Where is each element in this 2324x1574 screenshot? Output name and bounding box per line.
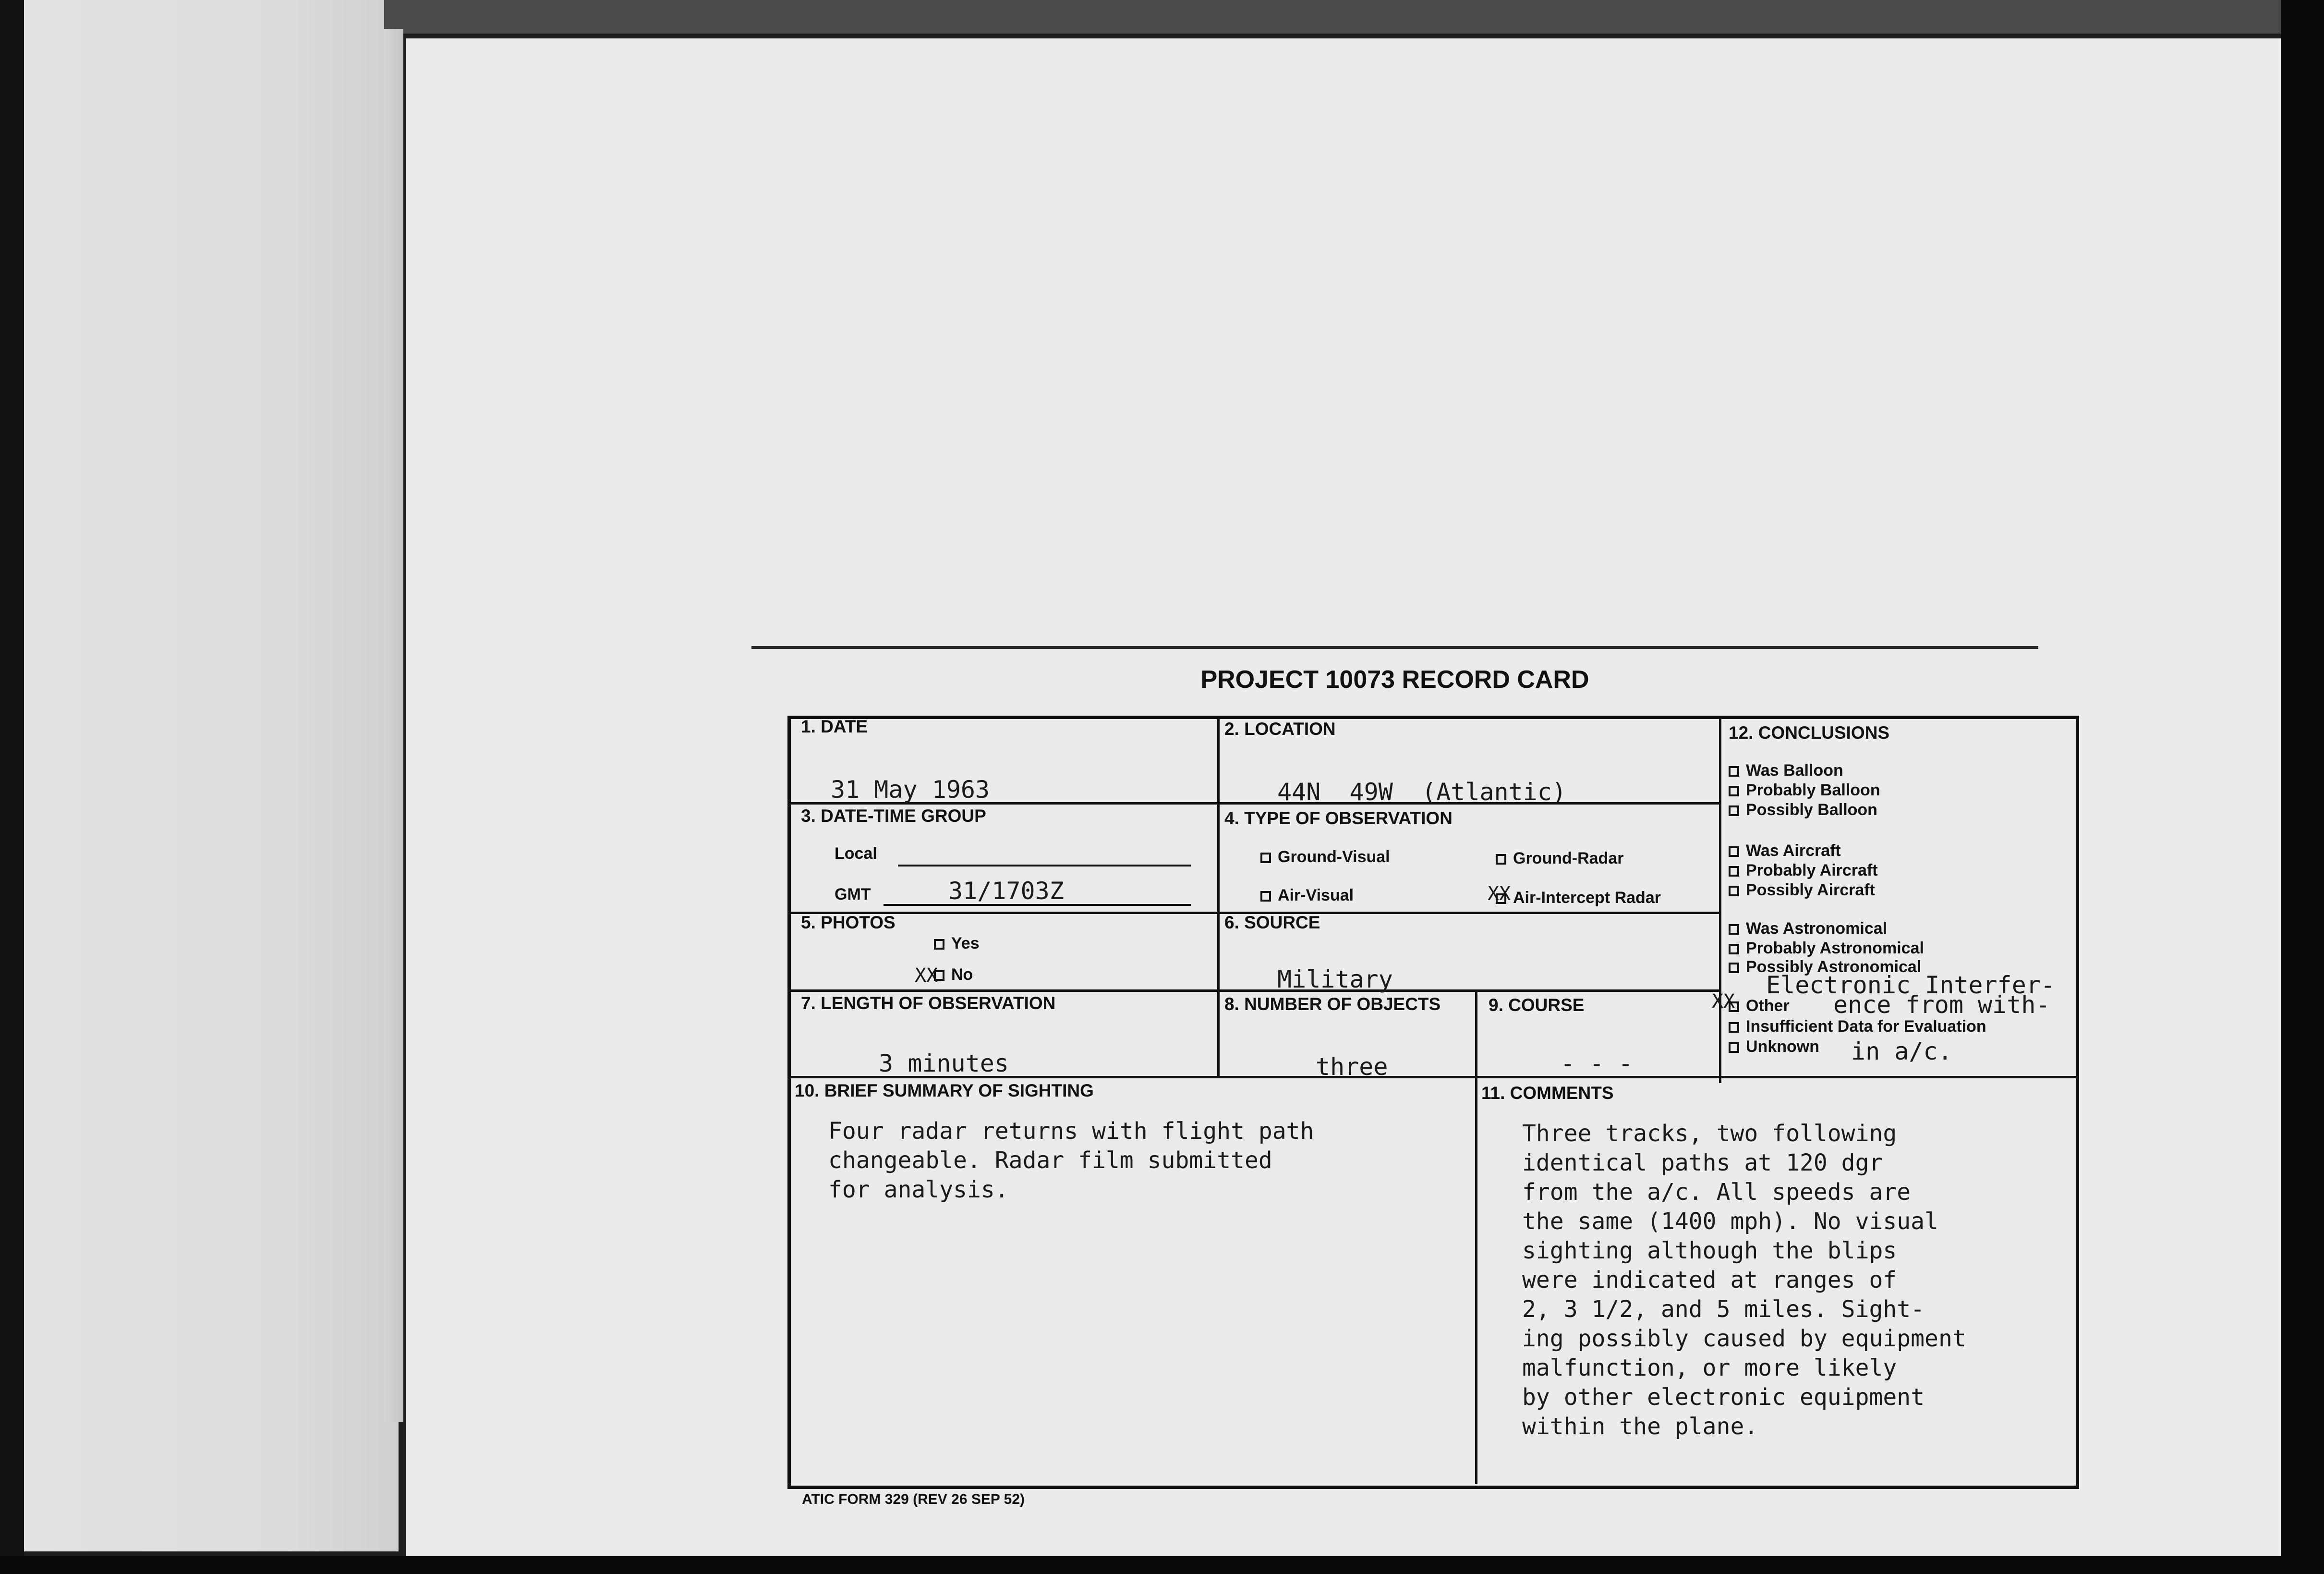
conclusion-probably-balloon[interactable]: Probably Balloon <box>1729 781 1880 800</box>
checkbox-icon <box>934 939 944 950</box>
checkbox-icon <box>1496 854 1506 865</box>
course-label: 9. COURSE <box>1489 995 1585 1015</box>
comments-label: 11. COMMENTS <box>1481 1083 1614 1103</box>
checkbox-icon <box>1729 1001 1739 1012</box>
checkbox-icon <box>1729 944 1739 954</box>
source-label: 6. SOURCE <box>1224 913 1320 932</box>
divider <box>790 989 1721 992</box>
gmt-label: GMT <box>835 885 871 903</box>
divider <box>1217 718 1220 1076</box>
film-edge-bottom <box>0 1556 2324 1574</box>
conclusion-unknown[interactable]: Unknown <box>1729 1037 1819 1056</box>
conclusion-possibly-balloon[interactable]: Possibly Balloon <box>1729 801 1877 819</box>
photos-label: 5. PHOTOS <box>801 913 896 932</box>
checkbox-icon <box>1729 866 1739 877</box>
page-shadow <box>384 29 403 1422</box>
film-edge-top <box>384 0 2305 34</box>
date-value: 31 May 1963 <box>831 776 990 804</box>
checkbox-icon <box>1729 1042 1739 1053</box>
conclusion-was-balloon[interactable]: Was Balloon <box>1729 761 1843 780</box>
number-of-objects-label: 8. NUMBER OF OBJECTS <box>1224 994 1441 1014</box>
checkbox-icon <box>1729 766 1739 777</box>
film-edge-left <box>0 0 24 1574</box>
checkbox-icon <box>934 970 944 981</box>
option-ground-radar[interactable]: Ground-Radar <box>1496 849 1623 868</box>
conclusion-other-check-mark: XX <box>1712 990 1735 1013</box>
local-underline <box>898 865 1191 866</box>
course-value: - - - <box>1561 1049 1633 1077</box>
scan-margin <box>24 0 399 1551</box>
card-title: PROJECT 10073 RECORD CARD <box>1200 666 1589 694</box>
checkbox-icon <box>1729 1022 1739 1033</box>
local-label: Local <box>835 844 877 863</box>
photos-yes-option[interactable]: Yes <box>934 934 980 953</box>
comments-text: Three tracks, two following identical paths at 120 dgr from the a/c. All speeds are the same (1400 mph). No visual sighting although the blips were indicated at ranges of 2, 3 1/2, and 5 miles. Sight- ing possibly caused by equipment malfunction, or more likely by other electronic equipment within the plane. <box>1522 1120 1966 1440</box>
conclusion-probably-astronomical[interactable]: Probably Astronomical <box>1729 939 1924 958</box>
divider <box>1475 989 1477 1484</box>
type-of-observation-label: 4. TYPE OF OBSERVATION <box>1224 808 1452 828</box>
film-edge-right <box>2281 0 2324 1574</box>
option-air-visual[interactable]: Air-Visual <box>1260 886 1354 905</box>
brief-summary-text: Four radar returns with flight path changeable. Radar film submitted for analysis. <box>828 1118 1314 1203</box>
conclusions-label: 12. CONCLUSIONS <box>1729 723 1890 743</box>
conclusion-other-text-1: Electronic Interfer- <box>1766 971 2056 999</box>
option-air-intercept-radar[interactable]: Air-Intercept Radar <box>1496 889 1661 907</box>
conclusion-other-text-3: in a/c. <box>1851 1037 1952 1065</box>
photos-no-option[interactable]: No <box>934 965 973 984</box>
checkbox-icon <box>1729 846 1739 857</box>
brief-summary-label: 10. BRIEF SUMMARY OF SIGHTING <box>795 1081 1094 1100</box>
date-time-group-label: 3. DATE-TIME GROUP <box>801 806 986 826</box>
checkbox-icon <box>1729 963 1739 973</box>
divider <box>1719 718 1721 1083</box>
checkbox-icon <box>1729 886 1739 896</box>
checkbox-icon <box>1260 891 1271 902</box>
form-number: ATIC FORM 329 (REV 26 SEP 52) <box>802 1491 1025 1507</box>
length-of-observation-label: 7. LENGTH OF OBSERVATION <box>801 993 1056 1013</box>
number-of-objects-value: three <box>1316 1053 1388 1081</box>
checkbox-icon <box>1496 893 1506 904</box>
conclusion-probably-aircraft[interactable]: Probably Aircraft <box>1729 861 1878 880</box>
checkbox-icon <box>1729 924 1739 935</box>
location-value: 44N 49W (Atlantic) <box>1277 778 1567 806</box>
checkbox-icon <box>1729 805 1739 816</box>
gmt-value: 31/1703Z <box>948 877 1064 905</box>
conclusion-insufficient-data[interactable]: Insufficient Data for Evaluation <box>1729 1017 1986 1036</box>
checkbox-icon <box>1729 786 1739 796</box>
length-of-observation-value: 3 minutes <box>879 1049 1009 1077</box>
checkbox-icon <box>1260 853 1271 863</box>
location-label: 2. LOCATION <box>1224 719 1336 739</box>
source-value: Military <box>1277 965 1393 993</box>
header-rule <box>751 646 2038 649</box>
conclusion-was-aircraft[interactable]: Was Aircraft <box>1729 842 1841 860</box>
air-intercept-check-mark: XX <box>1488 883 1511 905</box>
option-ground-visual[interactable]: Ground-Visual <box>1260 848 1390 866</box>
date-label: 1. DATE <box>801 717 868 736</box>
conclusion-was-astronomical[interactable]: Was Astronomical <box>1729 919 1887 938</box>
photos-no-check-mark: XX <box>915 964 938 987</box>
conclusion-other-text-2: ence from with- <box>1833 991 2050 1019</box>
conclusion-possibly-aircraft[interactable]: Possibly Aircraft <box>1729 881 1875 900</box>
conclusion-other[interactable]: Other <box>1729 997 1790 1015</box>
conclusion-possibly-astronomical[interactable]: Possibly Astronomical <box>1729 958 1921 976</box>
